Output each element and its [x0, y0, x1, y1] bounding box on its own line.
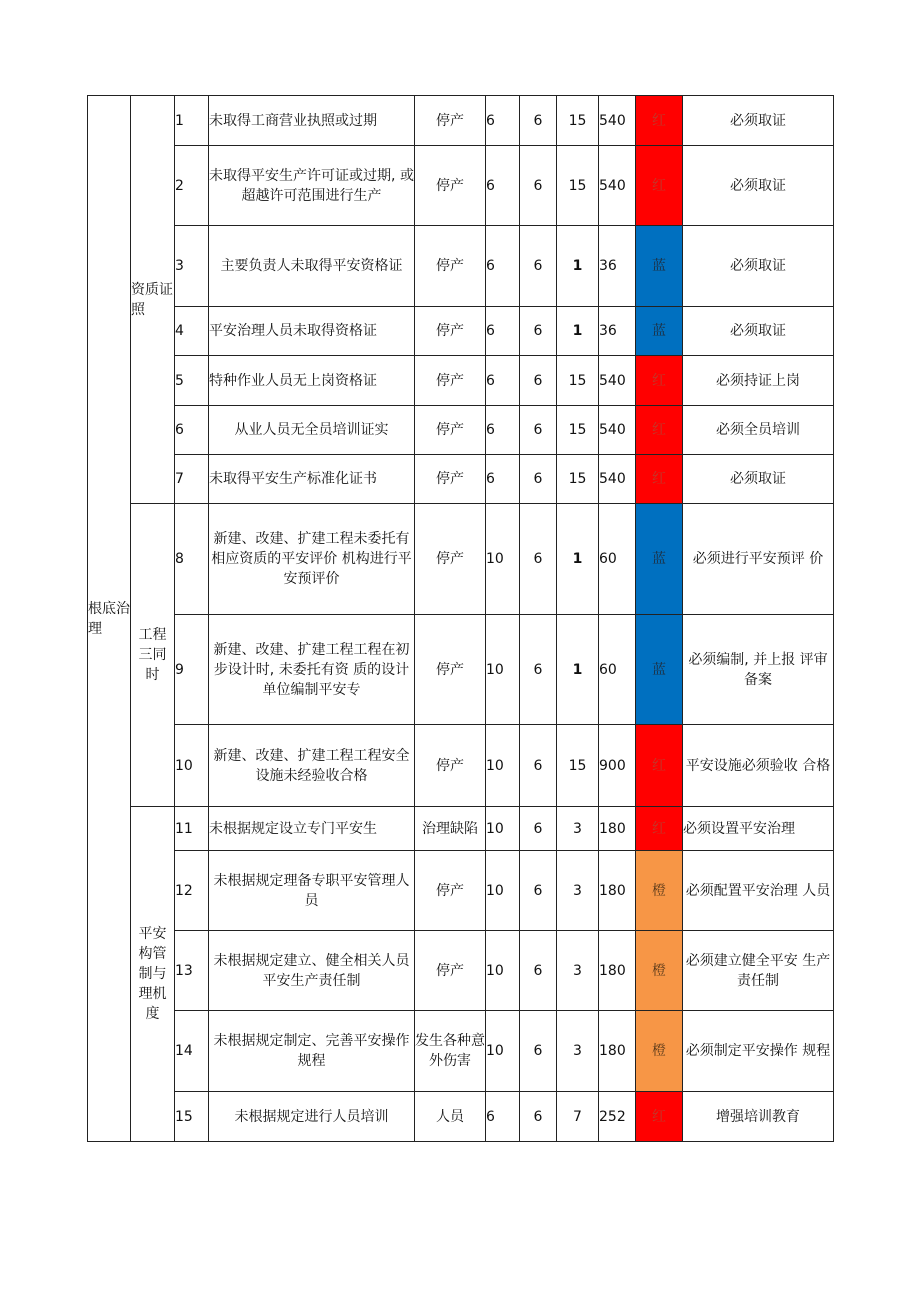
row-number: 12	[175, 851, 209, 931]
hazard-item: 平安治理人员未取得资格证	[209, 307, 415, 356]
risk-level: 蓝	[636, 307, 683, 356]
value-l: 6	[486, 1092, 520, 1142]
control-measure: 必须取证	[683, 455, 834, 504]
consequence: 停产	[415, 406, 486, 455]
value-e: 6	[520, 851, 557, 931]
value-c: 15	[557, 725, 599, 807]
value-c: 3	[557, 1011, 599, 1092]
value-c: 15	[557, 455, 599, 504]
value-c: 3	[557, 807, 599, 851]
consequence: 停产	[415, 226, 486, 307]
value-e: 6	[520, 146, 557, 226]
category-level1: 根底治理	[88, 96, 131, 1142]
consequence: 停产	[415, 455, 486, 504]
row-number: 2	[175, 146, 209, 226]
value-e: 6	[520, 1092, 557, 1142]
table-row	[88, 1092, 834, 1142]
table-row	[88, 146, 834, 226]
row-number: 7	[175, 455, 209, 504]
value-d: 180	[599, 931, 636, 1011]
consequence: 停产	[415, 356, 486, 406]
value-d: 540	[599, 406, 636, 455]
consequence: 停产	[415, 725, 486, 807]
value-e: 6	[520, 226, 557, 307]
hazard-item-text: 未取得平安生产许可证或过期, 或超越许可范围进行生产	[209, 167, 414, 204]
value-c: 15	[557, 96, 599, 146]
hazard-item: 未根据规定建立、健全相关人员平安生产责任制	[209, 931, 415, 1011]
consequence: 停产	[415, 504, 486, 615]
control-measure: 必须取证	[683, 307, 834, 356]
control-measure: 必须取证	[683, 226, 834, 307]
risk-level: 橙	[636, 931, 683, 1011]
hazard-item: 未根据规定设立专门平安生	[209, 807, 415, 851]
value-l: 6	[486, 307, 520, 356]
table-row	[88, 455, 834, 504]
category-safety-org: 平安构管制与理机度	[131, 807, 175, 1142]
risk-level: 红	[636, 1092, 683, 1142]
risk-level: 红	[636, 807, 683, 851]
value-l: 6	[486, 356, 520, 406]
value-c: 15	[557, 406, 599, 455]
value-d: 180	[599, 807, 636, 851]
table-row	[88, 807, 834, 851]
value-d: 180	[599, 851, 636, 931]
value-e: 6	[520, 307, 557, 356]
hazard-item: 特种作业人员无上岗资格证	[209, 356, 415, 406]
control-measure: 必须取证	[683, 96, 834, 146]
control-measure: 必须建立健全平安 生产责任制	[683, 931, 834, 1011]
control-measure: 必须持证上岗	[683, 356, 834, 406]
value-e: 6	[520, 725, 557, 807]
value-l: 10	[486, 851, 520, 931]
consequence: 停产	[415, 146, 486, 226]
table-row	[88, 356, 834, 406]
hazard-item	[209, 146, 415, 226]
value-l: 6	[486, 455, 520, 504]
consequence: 停产	[415, 931, 486, 1011]
hazard-item: 新建、改建、扩建工程未委托有相应资质的平安评价 机构进行平安预评价	[209, 504, 415, 615]
control-measure: 必须设置平安治理	[683, 807, 834, 851]
value-d: 900	[599, 725, 636, 807]
value-e: 6	[520, 96, 557, 146]
control-measure: 必须进行平安预评 价	[683, 504, 834, 615]
value-e: 6	[520, 615, 557, 725]
value-l: 10	[486, 931, 520, 1011]
value-l: 10	[486, 504, 520, 615]
value-c: 15	[557, 146, 599, 226]
control-measure: 增强培训教育	[683, 1092, 834, 1142]
consequence: 停产	[415, 307, 486, 356]
value-d: 60	[599, 615, 636, 725]
row-number: 5	[175, 356, 209, 406]
control-measure: 必须全员培训	[683, 406, 834, 455]
risk-level: 蓝	[636, 615, 683, 725]
value-l: 6	[486, 406, 520, 455]
consequence: 停产	[415, 615, 486, 725]
category-three-simultaneous: 工程三同时	[131, 504, 175, 807]
row-number: 6	[175, 406, 209, 455]
consequence: 停产	[415, 96, 486, 146]
risk-level: 红	[636, 455, 683, 504]
consequence: 人员	[415, 1092, 486, 1142]
value-e: 6	[520, 931, 557, 1011]
hazard-item: 未根据规定理备专职平安管理人员	[209, 851, 415, 931]
control-measure: 平安设施必须验收 合格	[683, 725, 834, 807]
value-d: 540	[599, 356, 636, 406]
value-c: 15	[557, 356, 599, 406]
value-d: 252	[599, 1092, 636, 1142]
row-number: 1	[175, 96, 209, 146]
value-l: 6	[486, 226, 520, 307]
risk-level: 红	[636, 96, 683, 146]
hazard-item: 从业人员无全员培训证实	[209, 406, 415, 455]
hazard-item: 未取得工商营业执照或过期	[209, 96, 415, 146]
table-row	[88, 725, 834, 807]
value-l: 10	[486, 725, 520, 807]
value-d: 180	[599, 1011, 636, 1092]
hazard-item: 未取得平安生产标准化证书	[209, 455, 415, 504]
row-number: 4	[175, 307, 209, 356]
table-row	[88, 96, 834, 146]
row-number: 10	[175, 725, 209, 807]
table-row	[88, 307, 834, 356]
table-row	[88, 851, 834, 931]
consequence: 发生各种意外伤害	[415, 1011, 486, 1092]
value-e: 6	[520, 807, 557, 851]
value-c: 3	[557, 851, 599, 931]
control-measure: 必须取证	[683, 146, 834, 226]
value-l: 10	[486, 1011, 520, 1092]
category-qualification: 资质证照	[131, 96, 175, 504]
value-c: 1	[557, 504, 599, 615]
hazard-item: 新建、改建、扩建工程工程在初步设计时, 未委托有资 质的设计单位编制平安专	[209, 615, 415, 725]
row-number: 15	[175, 1092, 209, 1142]
control-measure: 必须配置平安治理 人员	[683, 851, 834, 931]
risk-level: 红	[636, 356, 683, 406]
table-row	[88, 406, 834, 455]
risk-level: 红	[636, 406, 683, 455]
control-measure: 必须编制, 并上报 评审备案	[683, 615, 834, 725]
risk-level: 红	[636, 146, 683, 226]
risk-level: 红	[636, 725, 683, 807]
row-number: 8	[175, 504, 209, 615]
value-d: 36	[599, 226, 636, 307]
value-l: 10	[486, 807, 520, 851]
value-d: 60	[599, 504, 636, 615]
table-row	[88, 226, 834, 307]
risk-level: 蓝	[636, 226, 683, 307]
table-row	[88, 931, 834, 1011]
value-c: 3	[557, 931, 599, 1011]
table-row	[88, 615, 834, 725]
value-l: 6	[486, 146, 520, 226]
value-d: 540	[599, 146, 636, 226]
consequence: 停产	[415, 851, 486, 931]
table-row	[88, 504, 834, 615]
value-e: 6	[520, 356, 557, 406]
risk-level: 蓝	[636, 504, 683, 615]
value-l: 10	[486, 615, 520, 725]
value-e: 6	[520, 455, 557, 504]
risk-level: 橙	[636, 851, 683, 931]
value-d: 36	[599, 307, 636, 356]
row-number: 9	[175, 615, 209, 725]
value-e: 6	[520, 504, 557, 615]
value-e: 6	[520, 1011, 557, 1092]
value-e: 6	[520, 406, 557, 455]
value-d: 540	[599, 455, 636, 504]
row-number: 3	[175, 226, 209, 307]
value-c: 1	[557, 307, 599, 356]
hazard-item: 新建、改建、扩建工程工程安全设施未经验收合格	[209, 725, 415, 807]
hazard-item: 主要负责人未取得平安资格证	[209, 226, 415, 307]
hazard-item: 未根据规定制定、完善平安操作规程	[209, 1011, 415, 1092]
row-number: 13	[175, 931, 209, 1011]
value-c: 1	[557, 615, 599, 725]
value-d: 540	[599, 96, 636, 146]
value-l: 6	[486, 96, 520, 146]
risk-assessment-table	[87, 95, 834, 1142]
hazard-item: 未根据规定进行人员培训	[209, 1092, 415, 1142]
risk-level: 橙	[636, 1011, 683, 1092]
row-number: 11	[175, 807, 209, 851]
control-measure: 必须制定平安操作 规程	[683, 1011, 834, 1092]
consequence: 治理缺陷	[415, 807, 486, 851]
value-c: 1	[557, 226, 599, 307]
value-c: 7	[557, 1092, 599, 1142]
row-number: 14	[175, 1011, 209, 1092]
table-row	[88, 1011, 834, 1092]
